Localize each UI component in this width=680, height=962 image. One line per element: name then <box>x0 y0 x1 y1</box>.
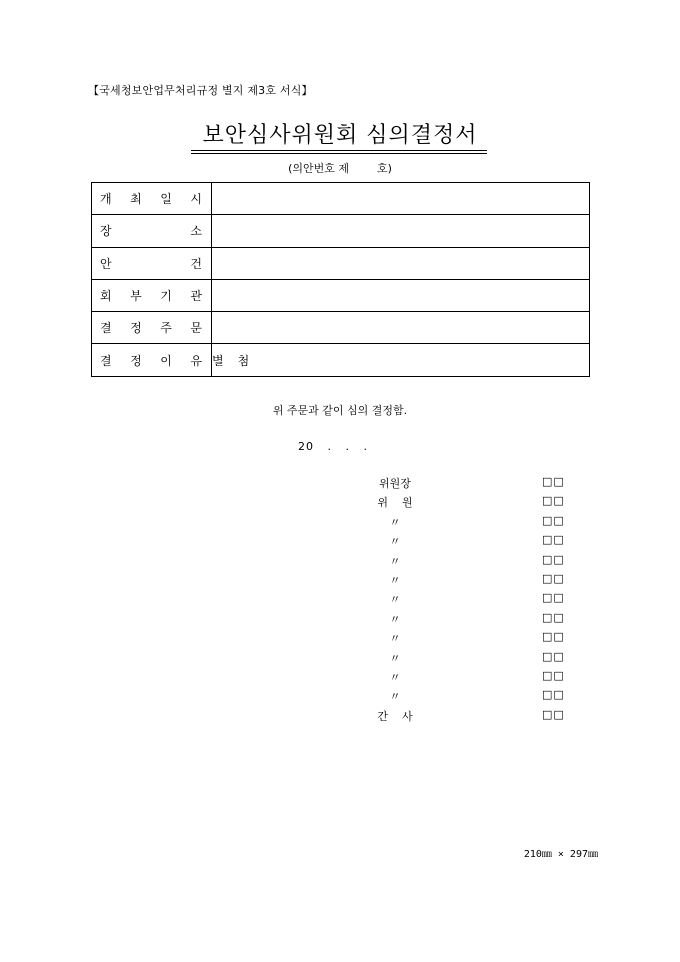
signatory-title: 〃 <box>389 632 401 646</box>
date-line: 20 . . . <box>298 440 368 453</box>
table-row <box>92 183 590 215</box>
row-label <box>92 344 212 376</box>
signatory-title: 위원장 <box>379 477 411 490</box>
decision-statement: 위 주문과 같이 심의 결정함. <box>272 404 408 417</box>
signature-box[interactable]: □□ <box>542 591 565 605</box>
signatory-title: 〃 <box>389 671 401 684</box>
table-row <box>92 279 590 311</box>
signature-box[interactable]: □□ <box>542 707 565 721</box>
row-label-char: 시 <box>190 192 202 207</box>
row-value-field[interactable] <box>212 279 590 311</box>
row-value-field[interactable] <box>212 215 590 247</box>
row-label-char: 장 <box>100 224 112 239</box>
signatory-title: 간 사 <box>377 709 413 723</box>
row-label-char: 관 <box>190 289 202 304</box>
signatory-row <box>360 475 570 494</box>
row-label-char: 건 <box>190 256 202 271</box>
signatory-row <box>360 630 570 649</box>
signatory-row <box>360 494 570 513</box>
row-label-char: 결 <box>100 321 112 336</box>
signatory-title: 〃 <box>389 574 401 587</box>
signatory-row <box>360 708 570 727</box>
signature-box[interactable]: □□ <box>542 552 565 566</box>
signatory-title: 위 원 <box>377 496 413 510</box>
title-underline-bottom <box>191 153 487 154</box>
row-label-char: 결 <box>100 353 112 368</box>
signatory-row <box>360 611 570 630</box>
row-value-field[interactable] <box>212 312 590 344</box>
signature-box[interactable]: □□ <box>542 630 565 644</box>
signatory-title: 〃 <box>389 593 401 607</box>
signatory-title: 〃 <box>389 535 401 549</box>
row-label-char: 기 <box>160 289 172 304</box>
signatory-row <box>360 553 570 572</box>
signatory-row <box>360 572 570 591</box>
row-label <box>92 279 212 311</box>
row-label <box>92 247 212 279</box>
signatory-row <box>360 688 570 707</box>
row-label-char: 안 <box>100 256 112 271</box>
signature-box[interactable]: □□ <box>542 572 565 585</box>
row-label-char: 개 <box>100 192 112 207</box>
signatory-title: 〃 <box>389 651 401 665</box>
signatory-title: 〃 <box>389 554 401 568</box>
row-label-char: 정 <box>130 321 142 336</box>
signature-box[interactable]: □□ <box>542 494 565 508</box>
table-row <box>92 312 590 344</box>
form-label: 【국세청보안업무처리규정 별지 제3호 서식】 <box>88 84 313 97</box>
row-label <box>92 215 212 247</box>
page-size-note: 210㎜ × 297㎜ <box>523 849 598 860</box>
signatory-row <box>360 533 570 552</box>
signatory-title: 〃 <box>389 515 401 529</box>
row-label-char: 소 <box>190 224 202 239</box>
row-label-char: 주 <box>160 321 172 336</box>
row-label <box>92 312 212 344</box>
signature-box[interactable]: □□ <box>542 610 565 624</box>
row-value-field[interactable]: 별첨 <box>212 344 590 376</box>
signature-box[interactable]: □□ <box>542 475 565 488</box>
signature-box[interactable]: □□ <box>542 513 565 527</box>
document-title: 보안심사위원회 심의결정서 <box>202 123 478 148</box>
row-label <box>92 183 212 215</box>
table-row <box>92 247 590 279</box>
signatory-row <box>360 669 570 688</box>
signatory-row <box>360 514 570 533</box>
signature-box[interactable]: □□ <box>542 669 565 682</box>
row-label-char: 최 <box>130 192 142 207</box>
row-value-field[interactable] <box>212 247 590 279</box>
signatory-title: 〃 <box>389 690 401 704</box>
row-label-char: 유 <box>190 353 202 368</box>
agenda-number: (의안번호 제 호) <box>288 162 392 175</box>
row-label-char: 일 <box>160 192 172 207</box>
row-label-char: 부 <box>130 289 142 304</box>
row-label-char: 문 <box>190 321 202 336</box>
signature-box[interactable]: □□ <box>542 688 565 702</box>
table-row <box>92 344 590 376</box>
row-label-char: 정 <box>130 353 142 368</box>
decision-info-table <box>91 182 590 377</box>
signature-box[interactable]: □□ <box>542 649 565 663</box>
title-underline-top <box>191 150 487 151</box>
signatory-row <box>360 650 570 669</box>
signature-box[interactable]: □□ <box>542 533 565 547</box>
row-label-char: 이 <box>160 353 172 368</box>
signatory-title: 〃 <box>389 612 401 626</box>
table-row <box>92 215 590 247</box>
row-label-char: 회 <box>100 289 112 304</box>
row-value-field[interactable] <box>212 183 590 215</box>
signatory-row <box>360 591 570 610</box>
